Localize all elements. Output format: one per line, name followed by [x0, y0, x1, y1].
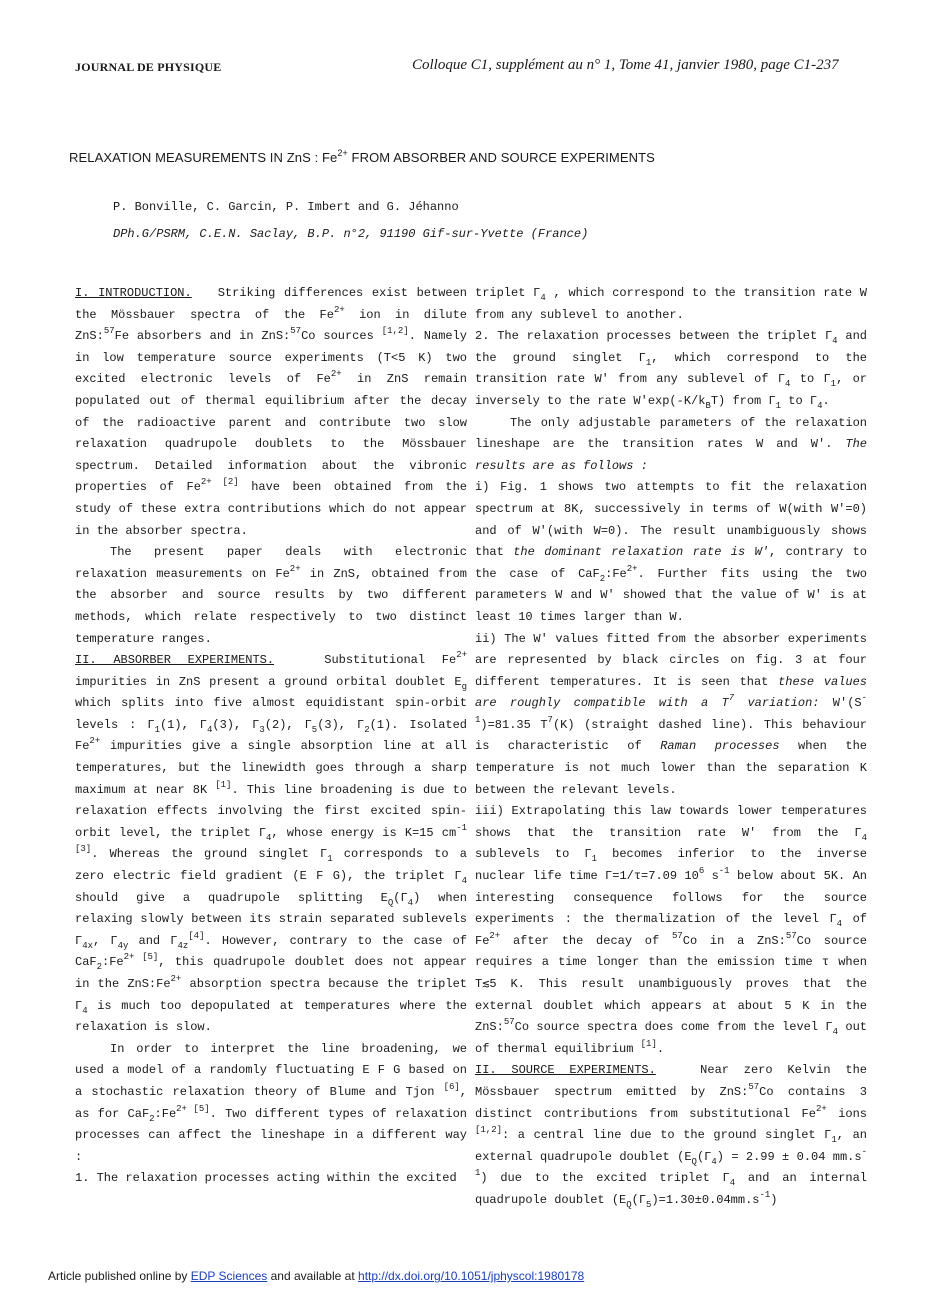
left-column — [75, 283, 467, 1190]
journal-name: JOURNAL DE PHYSIQUE — [75, 60, 222, 74]
paragraph: In order to interpret the line broadening, we used a model of a randomly fluctuating E F G based on a stochastic relaxation theory of Blume and Tjon [6], as for $CaF_2:Fe^{2+ [5]}$. Two different types of relaxation processes can affect the lineshape in a different way : — [75, 1041, 468, 1164]
footer-middle: and available at — [270, 1269, 355, 1283]
paragraph: II. ABSORBER EXPERIMENTS. Substitutional $Fe^{2+}$ impurities in ZnS present a ground orbital doublet $E_g$ which splits into five almost equidistant spin-orbit levels : $\Gamma_1(1)$, $\Gamma_4(3)$, $\Gamma_3(2)$, $\Gamma_5(3)$, $\Gamma_2(1)$. Isolated $Fe^{2+}$ impurities give a single absorption line at all temperatures, but the linewidth goes through a sharp maximum at near 8K [1]. This line broadening is due to relaxation effects involving the first excited spin-orbit level, the triplet $\Gamma_4$, whose energy is K=15 $cm^{-1}$ [3]. Whereas the ground singlet $\Gamma_1$ corresponds to a zero electric field gradient (E F G), the triplet $\Gamma_4$ should give a quadrupole splitting $E_Q(\Gamma_4)$ when relaxing slowly between its strain separated sublevels $\Gamma_{4x}$, $\Gamma_{4y}$ and $\Gamma_{4z}[4]$. However, contrary to the case of $CaF_2:Fe^{2+ [5]}$, this quadrupole doublet does not appear in the $ZnS:Fe^{2+}$ absorption spectra because the triplet $\Gamma_4$ is much too depopulated at temperatures where the relaxation is slow. — [75, 650, 468, 1035]
footer — [48, 1269, 584, 1283]
section-heading: II. SOURCE EXPERIMENTS. — [475, 1063, 656, 1078]
colloque-reference: Colloque C1, supplément au n° 1, Tome 41, janvier 1980, page C1-237 — [412, 57, 839, 73]
doi-link[interactable]: http://dx.doi.org/10.1051/jphyscol:1980178 — [358, 1269, 585, 1283]
paragraph: ii) The W' values fitted from the absorber experiments are represented by black circles on fig. 3 at four different temperatures. It is seen that these values are roughly compatible with a $T^7$ variation: $W'(S^{-1})=81.35$ $T^7(K)$ (straight dashed line). This behaviour is characteristic of Raman processes when the temperature is not much lower than the separation K between the relevant levels. — [475, 631, 868, 797]
paper-title: RELAXATION MEASUREMENTS IN ZnS : $Fe^{2+}$ FROM ABSORBER AND SOURCE EXPERIMENTS — [69, 148, 655, 165]
paragraph: II. SOURCE EXPERIMENTS. Near zero Kelvin the Mössbauer spectrum emitted by ZnS:$^{57}$Co contains 3 distinct contributions from substitutional $Fe^{2+}$ ions [1,2]: a central line due to the ground singlet $\Gamma_1$, an external quadrupole doublet ($E_Q(\Gamma_4) = 2.99 \pm 0.04$ $mm.s^{-1}$) due to the excited triplet $\Gamma_4$ and an internal quadrupole doublet $(E_Q(\Gamma_5)=1.30\pm 0.04mm.s^{-1})$ — [475, 1063, 867, 1210]
authors: P. Bonville, C. Garcin, P. Imbert and G. Jéhanno — [113, 200, 459, 214]
affiliation: DPh.G/PSRM, C.E.N. Saclay, B.P. n°2, 91190 Gif-sur-Yvette (France) — [113, 227, 589, 241]
paragraph: I. INTRODUCTION. Striking differences exist between the Mössbauer spectra of the $Fe^{2+}$ ion in dilute ZnS:$^{57}$Fe absorbers and in ZnS:$^{57}$Co sources [1,2]. Namely in low temperature source experiments (T<5 K) two excited electronic levels of $Fe^{2+}$ in ZnS remain populated out of thermal equilibrium after the decay of the radioactive parent and contribute two slow relaxation quadrupole doublets to the Mössbauer spectrum. Detailed information about the vibronic properties of $Fe^{2+ [2]}$ have been obtained from the study of these extra contributions which do not appear in the absorber spectra. — [75, 286, 468, 538]
right-column — [475, 283, 867, 1212]
paragraph: iii) Extrapolating this law towards lower temperatures shows that the transition rate W' from the $\Gamma_4$ sublevels to $\Gamma_1$ becomes inferior to the inverse nuclear life time Γ=1/τ=7.09 $10^6$ $s^{-1}$ below about 5K. An interesting consequence follows for the source experiments : the thermalization of the level $\Gamma_4$ of $Fe^{2+}$ after the decay of $^{57}$Co in a ZnS:$^{57}$Co source requires a time longer than the emission time τ when T≲5 K. This result unambiguously proves that the external doublet which appears at about 5 K in the ZnS:$^{57}$Co source spectra does come from the level $\Gamma_4$ out of thermal equilibrium [1]. — [475, 804, 867, 1056]
publisher-link[interactable]: EDP Sciences — [190, 1269, 268, 1283]
paragraph: 2. The relaxation processes between the triplet $\Gamma_4$ and the ground singlet $\Gamma_1$, which correspond to the transition rate W' from any sublevel of $\Gamma_4$ to $\Gamma_1$, or inversely to the rate $W'\exp(-K/k_BT)$ from $\Gamma_1$ to $\Gamma_4$. — [475, 329, 867, 411]
footer-prefix: Article published online by — [48, 1269, 188, 1283]
section-heading: I. INTRODUCTION. — [75, 286, 192, 300]
paragraph: The only adjustable parameters of the relaxation lineshape are the transition rates W and W'. The results are as follows : — [475, 415, 867, 473]
paragraph: triplet $\Gamma_4$ , which correspond to the transition rate W from any sublevel to another. — [475, 286, 867, 322]
section-heading: II. ABSORBER EXPERIMENTS. — [75, 653, 275, 668]
paragraph: i) Fig. 1 shows two attempts to fit the relaxation spectrum at 8K, successively in terms of W(with W'=0) and of W'(with W=0). The result unambiguously shows that the dominant relaxation rate is W', contrary to the case of $CaF_2:Fe^{2+}$. Further fits using the two parameters W and W' showed that the value of W' is at least 10 times larger than W. — [475, 480, 867, 624]
paragraph: 1. The relaxation processes acting within the excited — [75, 1171, 457, 1186]
paragraph: The present paper deals with electronic relaxation measurements on $Fe^{2+}$ in ZnS, obtained from the absorber and source results by two different methods, which relate respectively to two distinct temperature ranges. — [75, 545, 467, 646]
